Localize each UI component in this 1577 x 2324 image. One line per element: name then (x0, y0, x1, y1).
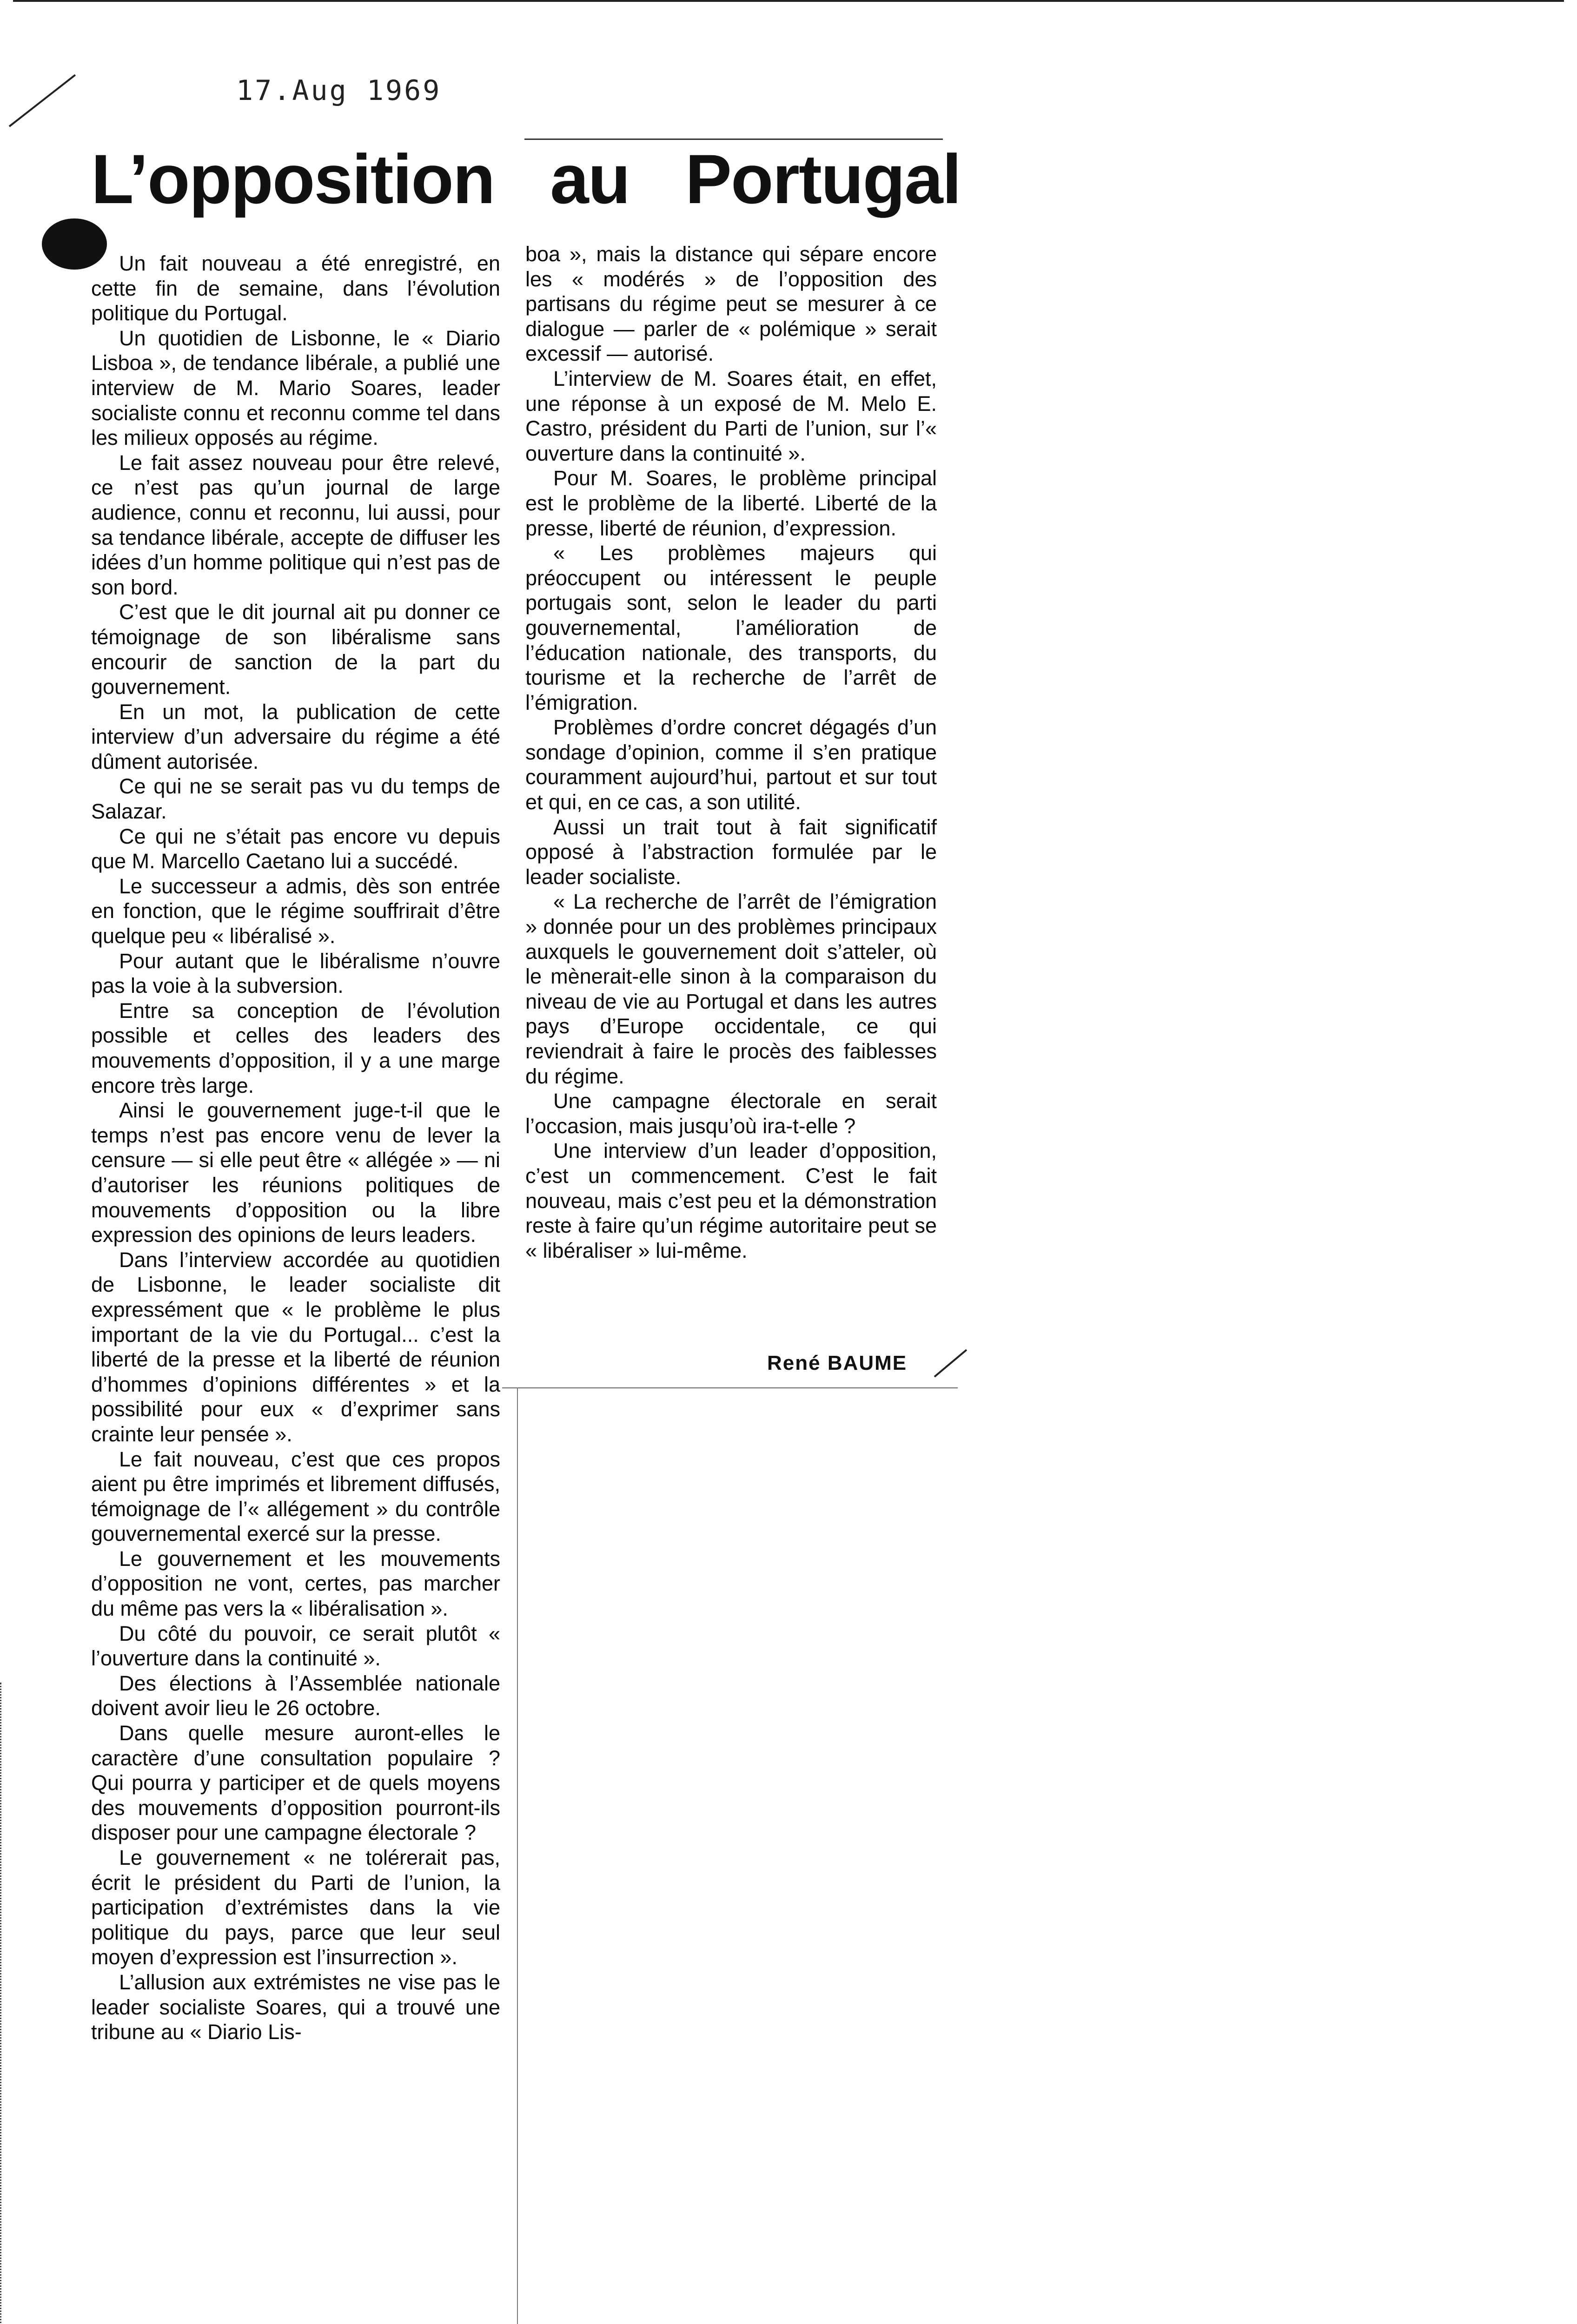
paragraph: Pour autant que le libéralisme n’ouvre pas la voie à la subversion. (91, 949, 500, 998)
paragraph: Du côté du pouvoir, ce serait plutôt « l’ouverture dans la continuité ». (91, 1621, 500, 1670)
paragraph: Le fait assez nouveau pour être relevé, ce n’est pas qu’un journal de large audience, connu et reconnu, lui aussi, pour sa tendance libérale, accepte de diffuser les idées d’un homme politique qui n’est pas de son bord. (91, 450, 500, 599)
column-divider (517, 1387, 518, 2324)
column-end-rule (502, 1387, 958, 1388)
paragraph: Problèmes d’ordre concret dégagés d’un sondage d’opinion, comme il s’en pratique couramment aujourd’hui, partout et sur tout et qui, en ce cas, a son utilité. (525, 715, 937, 814)
page-top-edge (13, 0, 1564, 5)
paragraph: Ce qui ne s’était pas encore vu depuis que M. Marcello Caetano lui a succédé. (91, 824, 500, 873)
paragraph: boa », mais la distance qui sépare encore les « modérés » de l’opposition des partisans du régime peut se mesurer à ce dialogue — parler de « polémique » serait excessif — autorisé. (525, 242, 937, 366)
paragraph: Des élections à l’Assemblée nationale doivent avoir lieu le 26 octobre. (91, 1671, 500, 1720)
paragraph: Pour M. Soares, le problème principal est le problème de la liberté. Liberté de la presse, liberté de réunion, d’expression. (525, 466, 937, 540)
paragraph: Le gouvernement et les mouvements d’opposition ne vont, certes, pas marcher du même pas vers la « libéralisation ». (91, 1546, 500, 1621)
article-headline: L’opposition au Portugal (91, 140, 961, 218)
paragraph: C’est que le dit journal ait pu donner ce témoignage de son libéralisme sans encourir de sanction de la part du gouvernement. (91, 600, 500, 699)
paragraph: L’interview de M. Soares était, en effet, une réponse à un exposé de M. Melo E. Castro, président du Parti de l’union, sur l’« ouverture dans la continuité ». (525, 366, 937, 465)
paragraph: Un quotidien de Lisbonne, le « Diario Lisboa », de tendance libérale, a publié une interview de M. Mario Soares, leader socialiste connu et reconnu comme tel dans les milieux opposés au régime. (91, 326, 500, 450)
paragraph: Entre sa conception de l’évolution possible et celles des leaders des mouvements d’opposition, il y a une marge encore très large. (91, 998, 500, 1097)
paragraph: Dans quelle mesure auront-elles le caractère d’une consultation populaire ? Qui pourra y participer et de quels moyens des mouvements d’opposition pourront-ils disposer pour une campagne électorale ? (91, 1721, 500, 1845)
paragraph: Le successeur a admis, dès son entrée en fonction, que le régime souffrirait d’être quelque peu « libéralisé ». (91, 874, 500, 948)
paragraph: Ce qui ne se serait pas vu du temps de Salazar. (91, 774, 500, 824)
paragraph: « Les problèmes majeurs qui préoccupent ou intéressent le peuple portugais sont, selon le leader du parti gouvernemental, l’amélioration de l’éducation nationale, des transports, du tourisme et la recherche de l’arrêt de l’émigration. (525, 541, 937, 714)
author-signature: René BAUME (767, 1352, 908, 1374)
paragraph: Une interview d’un leader d’opposition, c’est un commencement. C’est le fait nouveau, mais c’est peu et la démonstration reste à faire qu’un régime autoritaire peut se « libéraliser » lui-même. (525, 1139, 937, 1262)
corner-mark-right (934, 1349, 967, 1378)
paragraph: Dans l’interview accordée au quotidien de Lisbonne, le leader socialiste dit expressément que « le problème le plus important de la vie du Portugal... c’est la liberté de la presse et la liberté de réunion d’hommes d’opinions différentes » et la possibilité pour eux « d’exprimer sans crainte leur pensée ». (91, 1248, 500, 1446)
paragraph: Ainsi le gouvernement juge-t-il que le temps n’est pas encore venu de lever la censure — si elle peut être « allégée » — ni d’autoriser les réunions politiques de mouvements d’opposition ou la libre expression des opinions de leurs leaders. (91, 1098, 500, 1247)
paragraph: Le gouvernement « ne tolérerait pas, écrit le président du Parti de l’union, la participation d’extrémistes dans la vie politique du pays, parce que leur seul moyen d’expression est l’insurrection ». (91, 1846, 500, 1969)
date-stamp: 17.Aug 1969 (236, 74, 442, 107)
paragraph: L’allusion aux extrémistes ne vise pas le leader socialiste Soares, qui a trouvé une tribune au « Diario Lis- (91, 1970, 500, 2044)
paragraph: Le fait nouveau, c’est que ces propos aient pu être imprimés et librement diffusés, témoignage de l’« allégement » du contrôle gouvernemental exercé sur la presse. (91, 1447, 500, 1546)
paragraph: Un fait nouveau a été enregistré, en cette fin de semaine, dans l’évolution politique du Portugal. (91, 251, 500, 325)
paragraph: « La recherche de l’arrêt de l’émigration » donnée pour un des problèmes principaux auxquels le gouvernement doit s’atteler, où le mènerait-elle sinon à la comparaison du niveau de vie au Portugal et dans les autres pays d’Europe occidentale, ce qui reviendrait à faire le procès des faiblesses du régime. (525, 890, 937, 1088)
paragraph: Aussi un trait tout à fait significatif opposé à l’abstraction formulée par le leader socialiste. (525, 815, 937, 889)
scan-edge-mark (0, 1683, 5, 2324)
paragraph: En un mot, la publication de cette interview d’un adversaire du régime a été dûment autorisée. (91, 700, 500, 773)
corner-mark-left (9, 74, 76, 127)
article-column-1 (91, 251, 500, 2045)
article-column-2 (525, 242, 937, 1263)
paragraph: Une campagne électorale en serait l’occasion, mais jusqu’où ira-t-elle ? (525, 1089, 937, 1138)
